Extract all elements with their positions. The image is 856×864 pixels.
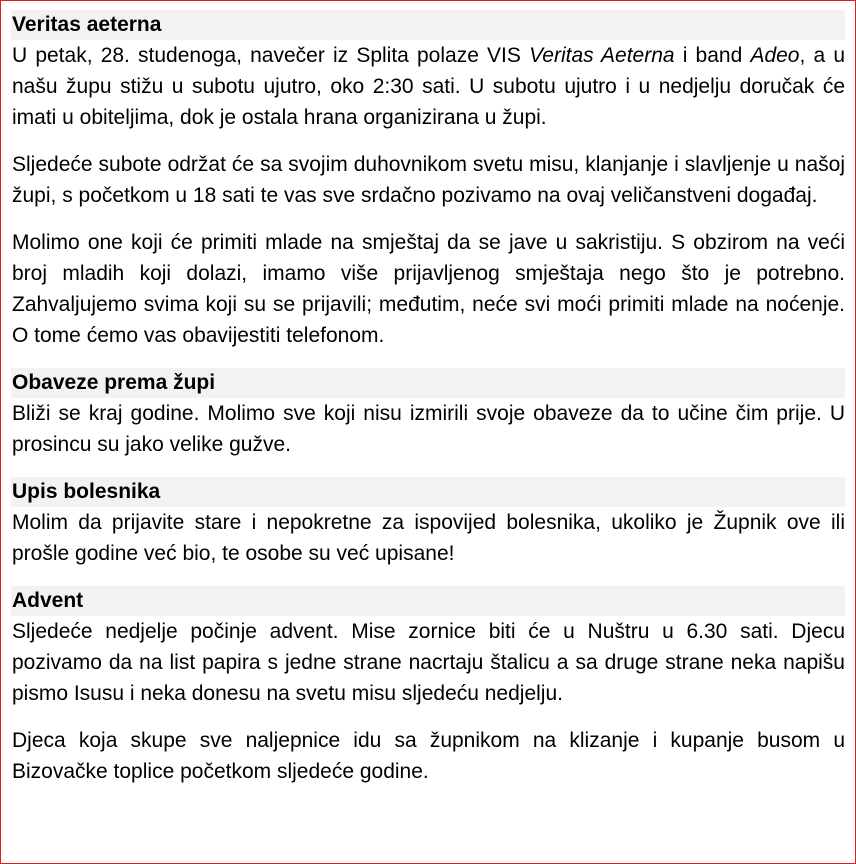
veritas-paragraph-2: Sljedeće subote održat će sa svojim duhovnikom svetu misu, klanjanje i slavljenje u našoj župi, s početkom u 18 sati te vas sve srdačno pozivamo na ovaj veličanstveni događaj. [12,153,845,207]
bulletin-content [12,10,845,787]
advent-paragraph-1: Sljedeće nedjelje počinje advent. Mise zornice biti će u Nuštru u 6.30 sati. Djecu pozivamo da na list papira s jedne strane nacrtaju štalicu a sa druge strane neka napišu pismo Isusu i neka donesu na svetu misu sljedeću nedjelju. [12,620,845,705]
section-heading-advent: Advent [11,586,845,616]
text-run: i band [674,44,751,67]
section-heading-obaveze: Obaveze prema župi [11,368,845,398]
band-name-adeo: Adeo [750,44,800,67]
veritas-paragraph-3: Molimo one koji će primiti mlade na smještaj da se jave u sakristiju. S obzirom na veći broj mladih koji dolazi, imamo više prijavljenog smještaja nego što je potrebno. Zahvaljujemo svima koji su se prijavili; međutim, neće svi moći primiti mlade na noćenje. O tome ćemo vas obavijestiti telefonom. [12,231,845,347]
veritas-paragraph-1 [12,40,845,133]
text-run: U petak, 28. studenoga, navečer iz Splita polaze VIS [12,44,530,67]
band-name-veritas-aeterna: Veritas Aeterna [529,44,675,67]
advent-paragraph-2: Djeca koja skupe sve naljepnice idu sa župnikom na klizanje i kupanje busom u Bizovačke toplice početkom sljedeće godine. [12,729,845,783]
upis-paragraph: Molim da prijavite stare i nepokretne za ispovijed bolesnika, ukoliko je Župnik ove ili prošle godine već bio, te osobe su već upisane! [12,511,845,565]
section-heading-upis-bolesnika: Upis bolesnika [11,477,845,507]
obaveze-paragraph: Bliži se kraj godine. Molimo sve koji nisu izmirili svoje obaveze da to učine čim prije. U prosincu su jako velike gužve. [12,402,845,456]
section-heading-veritas-aeterna: Veritas aeterna [11,10,845,40]
text-run: , a u našu župu stižu u subotu ujutro, oko 2:30 sati. U subotu ujutro i u nedjelju doručak će imati u obiteljima, dok je ostala hrana organizirana u župi. [12,44,845,129]
